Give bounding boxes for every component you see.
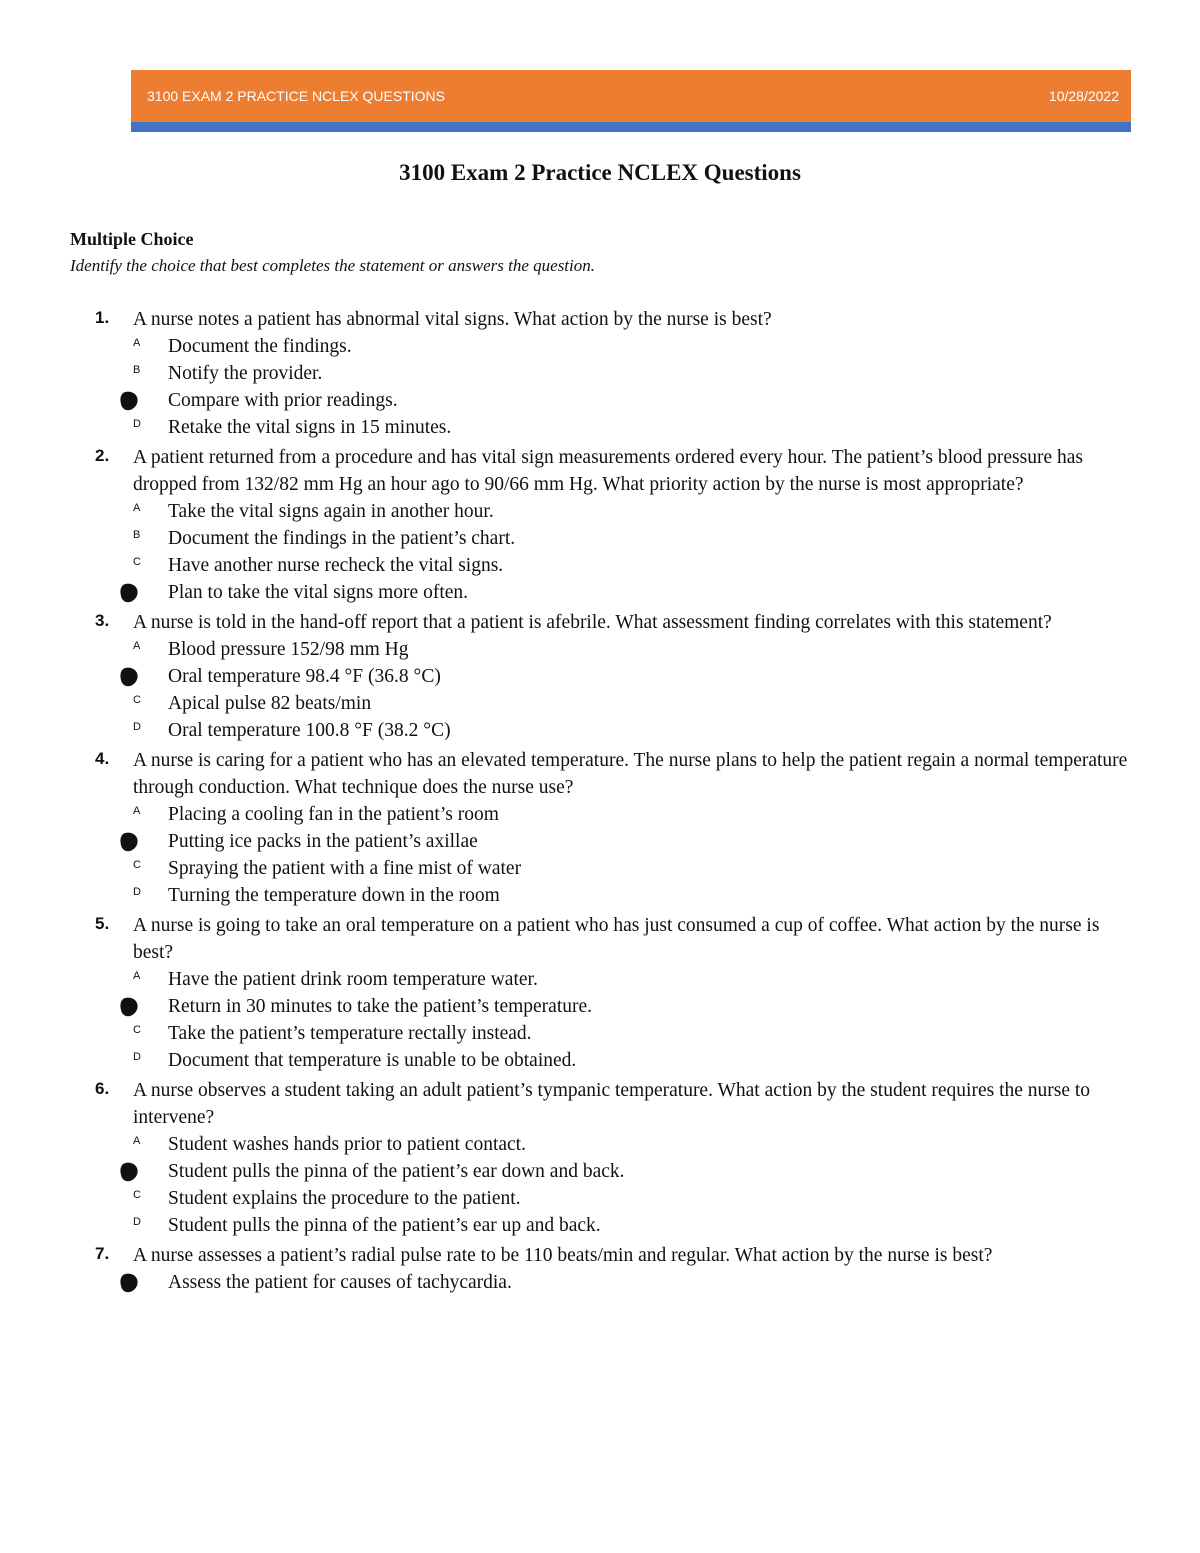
answer-choice [133,966,1133,993]
choice-letter: D [133,886,141,898]
choice-text: Compare with prior readings. [168,390,398,411]
choice-letter: A [133,337,141,349]
question-number: 1. [95,308,110,327]
question-item [0,609,1133,744]
answer-choice [133,414,1133,441]
choice-letter: A [133,640,141,652]
choice-text: Student explains the procedure to the patient. [168,1188,521,1209]
choice-letter: C [133,556,141,568]
choice-letter: D [133,418,141,430]
question-stem: A nurse assesses a patient’s radial pulse rate to be 110 beats/min and regular. What action by the nurse is best? [133,1245,993,1266]
page-header-bar [131,70,1131,122]
answer-choice [133,525,1133,552]
answer-choice [133,579,1133,606]
choice-text: Placing a cooling fan in the patient’s room [168,804,499,825]
choice-text: Take the patient’s temperature rectally instead. [168,1023,532,1044]
question-list [0,306,1200,1299]
question-number: 3. [95,611,110,630]
answer-choice [133,1269,1133,1296]
question-item [0,306,1133,441]
answer-choice [133,498,1133,525]
choice-text: Return in 30 minutes to take the patient’s temperature. [168,996,593,1017]
choice-text: Apical pulse 82 beats/min [168,693,372,714]
choice-letter: C [133,694,141,706]
choice-letter: D [133,1051,141,1063]
answer-choice [133,828,1133,855]
choice-letter: C [133,1024,141,1036]
answer-choice [133,1047,1133,1074]
question-stem: A nurse is told in the hand-off report that a patient is afebrile. What assessment finding correlates with this statement? [133,612,1052,633]
choice-letter: C [133,859,141,871]
instructions-text: Identify the choice that best completes the statement or answers the question. [70,256,595,275]
choice-text: Oral temperature 98.4 °F (36.8 °C) [168,666,441,687]
choice-text: Document that temperature is unable to be obtained. [168,1050,577,1071]
choice-text: Student washes hands prior to patient contact. [168,1134,526,1155]
filled-answer-mark-icon [119,666,139,688]
question-number: 2. [95,446,110,465]
choice-letter: A [133,805,141,817]
filled-answer-mark-icon [119,390,139,412]
question-number: 4. [95,749,110,768]
question-item [0,444,1133,606]
question-item [0,1077,1133,1239]
choice-letter: B [133,364,141,376]
choice-text: Oral temperature 100.8 °F (38.2 °C) [168,720,451,741]
answer-choice [133,690,1133,717]
choice-text: Putting ice packs in the patient’s axillae [168,831,478,852]
choice-text: Have the patient drink room temperature water. [168,969,538,990]
header-rule [131,122,1131,132]
answer-choice [133,360,1133,387]
question-stem: A nurse notes a patient has abnormal vital signs. What action by the nurse is best? [133,309,772,330]
choice-text: Take the vital signs again in another hour. [168,501,494,522]
choice-letter: D [133,1216,141,1228]
question-item [0,1242,1133,1296]
filled-answer-mark-icon [119,831,139,853]
choice-text: Document the findings in the patient’s chart. [168,528,516,549]
answer-choice [133,855,1133,882]
choice-text: Plan to take the vital signs more often. [168,582,469,603]
filled-answer-mark-icon [119,996,139,1018]
choice-letter: A [133,502,141,514]
filled-answer-mark-icon [119,1272,139,1294]
choice-text: Notify the provider. [168,363,323,384]
question-stem: A nurse is going to take an oral temperature on a patient who has just consumed a cup of coffee. What action by the nurse is best? [133,915,1100,963]
question-item [0,912,1133,1074]
answer-choice [133,387,1133,414]
choice-text: Student pulls the pinna of the patient’s ear down and back. [168,1161,625,1182]
answer-choice [133,1185,1133,1212]
question-stem: A nurse is caring for a patient who has an elevated temperature. The nurse plans to help the patient regain a normal temperature through conduction. What technique does the nurse use? [133,750,1128,798]
question-number: 5. [95,914,110,933]
answer-choice [133,552,1133,579]
choice-text: Student pulls the pinna of the patient’s ear up and back. [168,1215,601,1236]
question-number: 6. [95,1079,110,1098]
question-stem: A patient returned from a procedure and has vital sign measurements ordered every hour. The patient’s blood pressure has dropped from 132/82 mm Hg an hour ago to 90/66 mm Hg. What priority action by the nurse is most appropriate? [133,447,1083,495]
answer-choice [133,663,1133,690]
choice-text: Spraying the patient with a fine mist of water [168,858,522,879]
choice-text: Assess the patient for causes of tachycardia. [168,1272,512,1293]
answer-choice [133,882,1133,909]
document-title: 3100 Exam 2 Practice NCLEX Questions [399,160,801,185]
filled-answer-mark-icon [119,582,139,604]
choice-letter: A [133,1135,141,1147]
answer-choice [133,333,1133,360]
choice-letter: A [133,970,141,982]
choice-text: Blood pressure 152/98 mm Hg [168,639,409,660]
question-number: 7. [95,1244,110,1263]
answer-choice [133,993,1133,1020]
choice-text: Have another nurse recheck the vital signs. [168,555,504,576]
choice-letter: C [133,1189,141,1201]
section-title: Multiple Choice [70,229,194,249]
choice-text: Document the findings. [168,336,352,357]
answer-choice [133,1158,1133,1185]
header-title: 3100 EXAM 2 PRACTICE NCLEX QUESTIONS [147,88,445,104]
answer-choice [133,636,1133,663]
choice-text: Turning the temperature down in the room [168,885,500,906]
choice-letter: B [133,529,141,541]
question-item [0,747,1133,909]
answer-choice [133,717,1133,744]
answer-choice [133,1212,1133,1239]
header-date: 10/28/2022 [1048,88,1119,104]
answer-choice [133,1131,1133,1158]
choice-letter: D [133,721,141,733]
choice-text: Retake the vital signs in 15 minutes. [168,417,452,438]
answer-choice [133,801,1133,828]
question-stem: A nurse observes a student taking an adult patient’s tympanic temperature. What action by the student requires the nurse to intervene? [133,1080,1091,1128]
answer-choice [133,1020,1133,1047]
filled-answer-mark-icon [119,1161,139,1183]
